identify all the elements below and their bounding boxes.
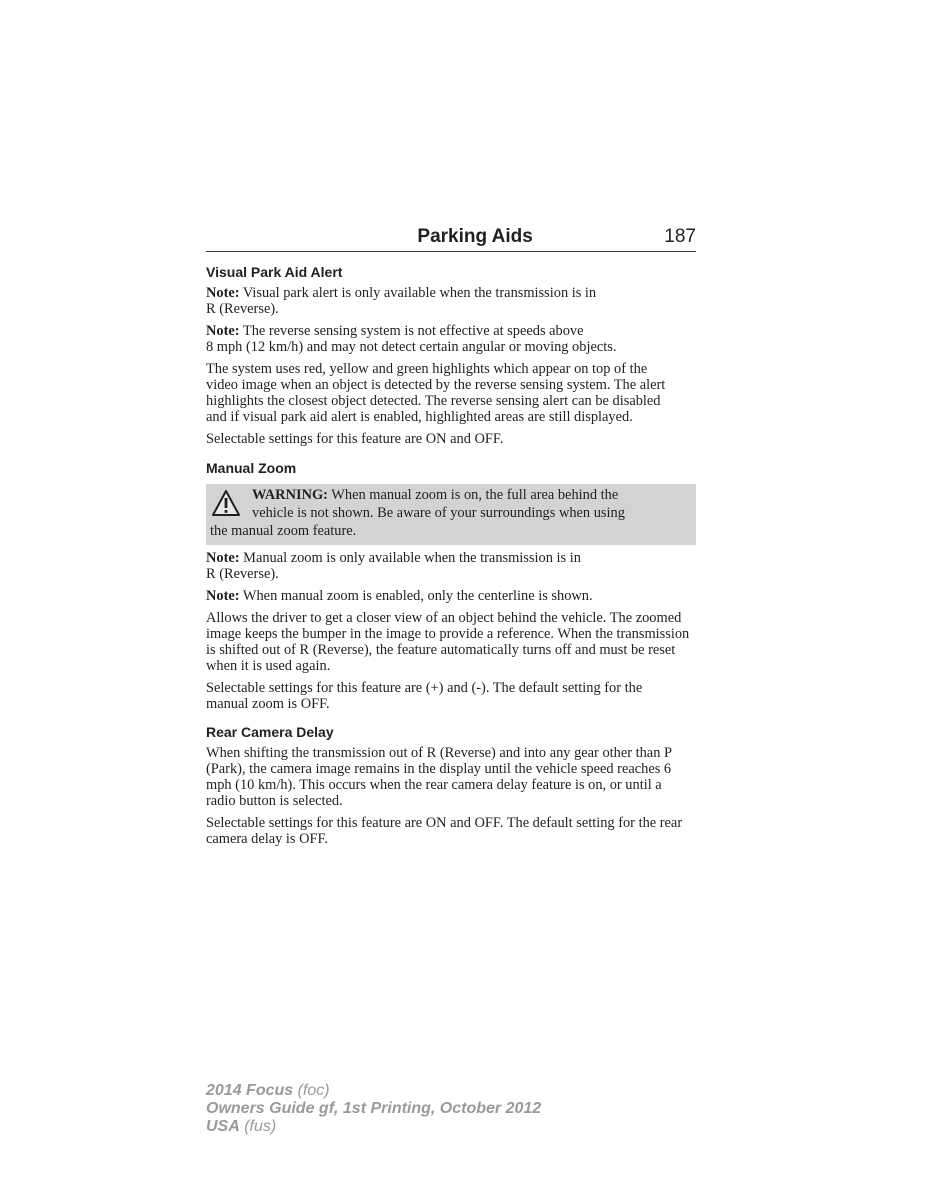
note-text: When manual zoom is enabled, only the centerline is shown. <box>239 588 593 604</box>
note-label: Note: <box>206 550 240 566</box>
note-manual-zoom-2 <box>206 588 696 604</box>
warning-line-1 <box>210 486 692 504</box>
paragraph-manual-zoom-2: Selectable settings for this feature are (+) and (-). The default setting for the manual zoom is OFF. <box>206 680 643 712</box>
paragraph-visual-park-2: Selectable settings for this feature are ON and OFF. <box>206 431 504 447</box>
page-header <box>206 222 696 252</box>
footer-model-code: (foc) <box>293 1082 330 1099</box>
note-text: R (Reverse). <box>206 566 279 582</box>
page-title: Parking Aids <box>417 226 533 247</box>
footer-market: USA <box>206 1118 240 1135</box>
page-number: 187 <box>664 226 696 247</box>
note-text: Visual park alert is only available when the transmission is in <box>239 285 597 301</box>
footer-model: 2014 Focus <box>206 1082 294 1099</box>
footer-line-2 <box>206 1100 541 1118</box>
heading-visual-park-aid-alert: Visual Park Aid Alert <box>206 264 343 280</box>
warning-triangle-icon <box>211 489 241 517</box>
paragraph-visual-park-1: The system uses red, yellow and green highlights which appear on top of the video image when an object is detected by the reverse sensing system. The alert highlights the closest object detected. The reverse sensing alert can be disabled and if visual park aid alert is enabled, highlighted areas are still displayed. <box>206 361 666 425</box>
note-text: Manual zoom is only available when the transmission is in <box>239 550 581 566</box>
warning-label: WARNING: <box>252 487 328 503</box>
warning-line-3: the manual zoom feature. <box>210 523 357 539</box>
footer-line-3 <box>206 1118 541 1136</box>
page-footer <box>206 1082 541 1136</box>
note-manual-zoom-1 <box>206 550 696 582</box>
warning-line-2: vehicle is not shown. Be aware of your surroundings when using <box>252 505 625 521</box>
note-visual-park-1 <box>206 285 696 317</box>
footer-market-code: (fus) <box>239 1118 277 1135</box>
note-text: R (Reverse). <box>206 301 279 317</box>
warning-box <box>206 484 696 545</box>
page-content <box>206 222 696 847</box>
paragraph-rear-camera-1: When shifting the transmission out of R (Reverse) and into any gear other than P (Park), the camera image remains in the display until the vehicle speed reaches 6 mph (10 km/h). This occurs when the rear camera delay feature is on, or until a radio button is selected. <box>206 745 672 809</box>
warning-text: When manual zoom is on, the full area behind the <box>327 487 619 503</box>
footer-line-1 <box>206 1082 541 1100</box>
note-text: The reverse sensing system is not effective at speeds above <box>239 323 584 339</box>
note-label: Note: <box>206 285 240 301</box>
heading-rear-camera-delay: Rear Camera Delay <box>206 724 334 740</box>
heading-manual-zoom: Manual Zoom <box>206 460 297 476</box>
note-visual-park-2 <box>206 323 696 355</box>
paragraph-rear-camera-2: Selectable settings for this feature are ON and OFF. The default setting for the rear camera delay is OFF. <box>206 815 683 847</box>
note-label: Note: <box>206 323 240 339</box>
footer-printing: Owners Guide gf, 1st Printing, October 2012 <box>206 1100 542 1117</box>
paragraph-manual-zoom-1: Allows the driver to get a closer view of an object behind the vehicle. The zoomed image keeps the bumper in the image to provide a reference. When the transmission is shifted out of R (Reverse), the feature automatically turns off and must be reset when it is used again. <box>206 610 690 674</box>
note-text: 8 mph (12 km/h) and may not detect certain angular or moving objects. <box>206 339 617 355</box>
note-label: Note: <box>206 588 240 604</box>
